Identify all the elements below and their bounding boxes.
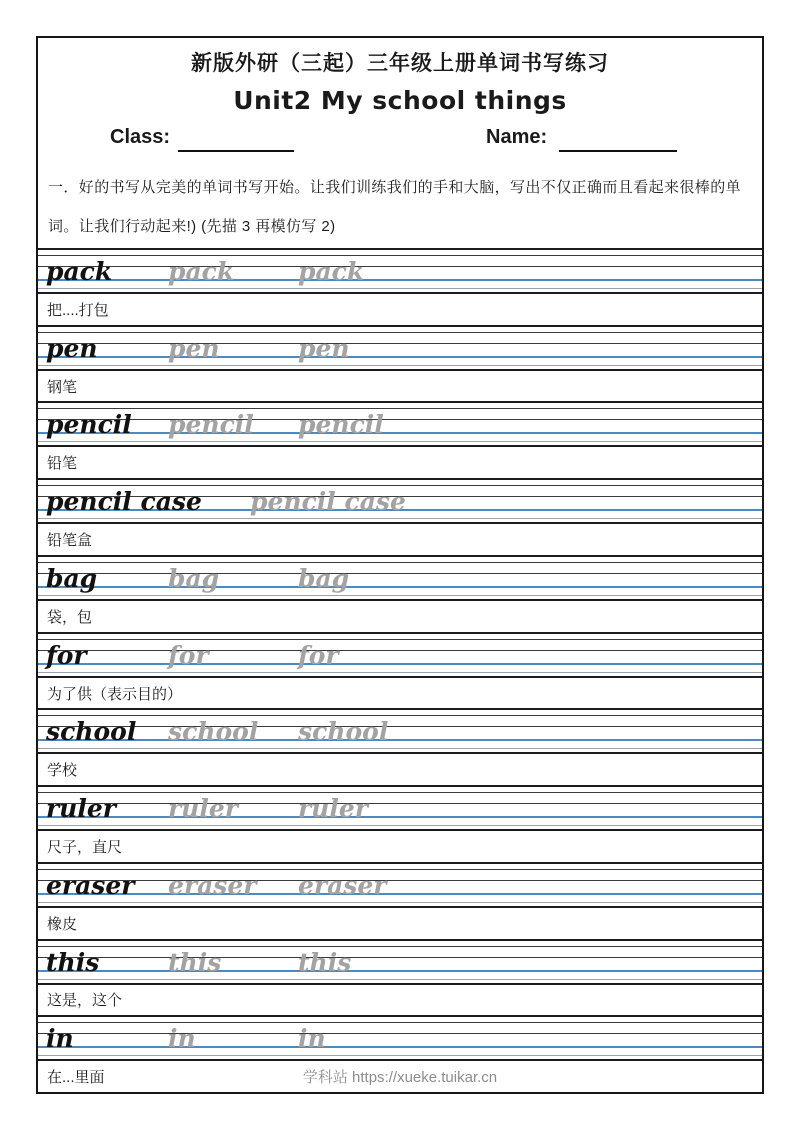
guide-line-baseline: [38, 432, 762, 434]
word-trace-text: pen: [298, 333, 350, 363]
worksheet-page: [36, 36, 764, 1094]
word-entry-pack: [38, 248, 762, 325]
guide-line-baseline: [38, 663, 762, 665]
word-meaning-text: 钢笔: [47, 378, 78, 396]
worksheet-title: 新版外研（三起）三年级上册单词书写练习: [191, 51, 609, 75]
word-trace-text: this: [168, 947, 222, 977]
instruction-text: 一．好的书写从完美的单词书写开始。让我们训练我们的手和大脑，写出不仅正确而且看起来很棒的单词。让我们行动起来!) (先描 3 再模仿写 2): [48, 179, 742, 235]
guide-line-descender: [38, 825, 762, 826]
guide-line-descender: [38, 441, 762, 442]
guide-line-midline: [38, 957, 762, 958]
guide-line-top: [38, 715, 762, 716]
word-trace-text: in: [298, 1024, 326, 1054]
guide-line-top: [38, 639, 762, 640]
word-practice-table: [38, 248, 762, 1092]
word-trace-text: pencil: [168, 410, 254, 440]
word-model-text: bag: [46, 563, 98, 593]
word-trace-text: eraser: [298, 870, 387, 900]
word-model-text: pen: [46, 333, 98, 363]
word-meaning-text: 铅笔盒: [47, 532, 93, 550]
word-meaning-text: 铅笔: [47, 455, 78, 473]
word-meaning-row: [38, 829, 762, 862]
word-meaning-row: [38, 292, 762, 325]
guide-line-baseline: [38, 893, 762, 895]
guide-line-descender: [38, 365, 762, 366]
guide-line-midline: [38, 650, 762, 651]
writing-guide-row: [38, 480, 762, 522]
writing-guide-row: [38, 1017, 762, 1059]
word-model-text: for: [46, 640, 87, 670]
class-blank-line: [178, 150, 294, 152]
guide-line-baseline: [38, 279, 762, 281]
guide-line-descender: [38, 979, 762, 980]
word-entry-pencil-case: [38, 478, 762, 555]
class-name-row: [38, 120, 762, 162]
guide-line-top: [38, 332, 762, 333]
guide-line-midline: [38, 803, 762, 804]
footer-site-url: 学科站 https://xueke.tuikar.cn: [302, 1069, 498, 1086]
writing-guide-row: [38, 864, 762, 906]
word-meaning-text: 为了供（表示目的）: [47, 685, 183, 703]
word-trace-text: bag: [298, 563, 350, 593]
guide-line-baseline: [38, 356, 762, 358]
guide-line-descender: [38, 518, 762, 519]
word-trace-text: for: [298, 640, 339, 670]
guide-line-midline: [38, 726, 762, 727]
guide-line-descender: [38, 1055, 762, 1056]
guide-line-midline: [38, 266, 762, 267]
guide-line-top: [38, 1022, 762, 1023]
guide-line-top: [38, 255, 762, 256]
guide-line-top: [38, 792, 762, 793]
guide-line-baseline: [38, 970, 762, 972]
writing-guide-row: [38, 941, 762, 983]
guide-line-descender: [38, 672, 762, 673]
word-trace-text: pencil: [298, 410, 384, 440]
guide-line-top: [38, 485, 762, 486]
guide-line-baseline: [38, 739, 762, 741]
word-trace-text: ruler: [168, 794, 238, 824]
guide-line-top: [38, 869, 762, 870]
writing-guide-row: [38, 403, 762, 445]
name-blank-line: [559, 150, 677, 152]
writing-guide-row: [38, 634, 762, 676]
word-trace-text: in: [168, 1024, 196, 1054]
guide-line-descender: [38, 595, 762, 596]
word-model-text: ruler: [46, 794, 116, 824]
word-trace-text: pen: [168, 333, 220, 363]
word-trace-text: bag: [168, 563, 220, 593]
writing-guide-row: [38, 557, 762, 599]
worksheet-header: [38, 38, 762, 162]
word-entry-ruler: [38, 785, 762, 862]
word-model-text: pencil case: [46, 487, 202, 517]
word-entry-eraser: [38, 862, 762, 939]
word-trace-text: for: [168, 640, 209, 670]
word-meaning-row: [38, 983, 762, 1016]
word-trace-text: school: [298, 717, 389, 747]
writing-guide-row: [38, 787, 762, 829]
word-meaning-text: 尺子，直尺: [47, 839, 123, 856]
word-model-text: eraser: [46, 870, 135, 900]
guide-line-descender: [38, 288, 762, 289]
writing-guide-row: [38, 250, 762, 292]
word-trace-text: pack: [168, 257, 235, 286]
word-meaning-row: [38, 599, 762, 632]
guide-line-baseline: [38, 586, 762, 588]
writing-guide-row: [38, 327, 762, 369]
guide-line-midline: [38, 880, 762, 881]
guide-line-top: [38, 408, 762, 409]
word-model-text: pencil: [46, 410, 132, 440]
guide-line-midline: [38, 1033, 762, 1034]
word-trace-text: pencil case: [250, 487, 406, 517]
guide-line-top: [38, 562, 762, 563]
word-meaning-row: [38, 906, 762, 939]
guide-line-top: [38, 946, 762, 947]
class-label: Class:: [110, 126, 171, 148]
word-trace-text: pack: [298, 257, 365, 286]
word-meaning-row: [38, 676, 762, 709]
word-meaning-row: [38, 522, 762, 555]
guide-line-baseline: [38, 816, 762, 818]
word-meaning-row: [38, 369, 762, 402]
word-meaning-text: 把....打包: [47, 301, 109, 319]
word-entry-this: [38, 939, 762, 1016]
guide-line-baseline: [38, 1046, 762, 1048]
word-trace-text: school: [168, 717, 259, 747]
writing-guide-row: [38, 710, 762, 752]
word-trace-text: ruler: [298, 794, 368, 824]
word-entry-bag: [38, 555, 762, 632]
word-model-text: pack: [46, 257, 113, 286]
word-entry-pencil: [38, 401, 762, 478]
guide-line-midline: [38, 343, 762, 344]
word-meaning-text: 橡皮: [47, 915, 78, 933]
name-label: Name:: [486, 126, 548, 148]
word-meaning-text: 学校: [47, 762, 78, 780]
word-meaning-text: 这是，这个: [47, 992, 123, 1010]
word-model-text: in: [46, 1024, 74, 1054]
word-entry-pen: [38, 325, 762, 402]
word-meaning-text: 袋，包: [47, 608, 93, 626]
guide-line-descender: [38, 748, 762, 749]
word-model-text: this: [46, 947, 100, 977]
word-meaning-text: 在...里面: [47, 1069, 105, 1087]
word-entry-school: [38, 708, 762, 785]
guide-line-midline: [38, 419, 762, 420]
word-model-text: school: [46, 717, 137, 747]
word-trace-text: eraser: [168, 870, 257, 900]
word-trace-text: this: [298, 947, 352, 977]
guide-line-midline: [38, 573, 762, 574]
word-meaning-row: [38, 445, 762, 478]
word-entry-for: [38, 632, 762, 709]
unit-title: Unit2 My school things: [233, 86, 567, 115]
word-meaning-row: [38, 752, 762, 785]
guide-line-descender: [38, 902, 762, 903]
